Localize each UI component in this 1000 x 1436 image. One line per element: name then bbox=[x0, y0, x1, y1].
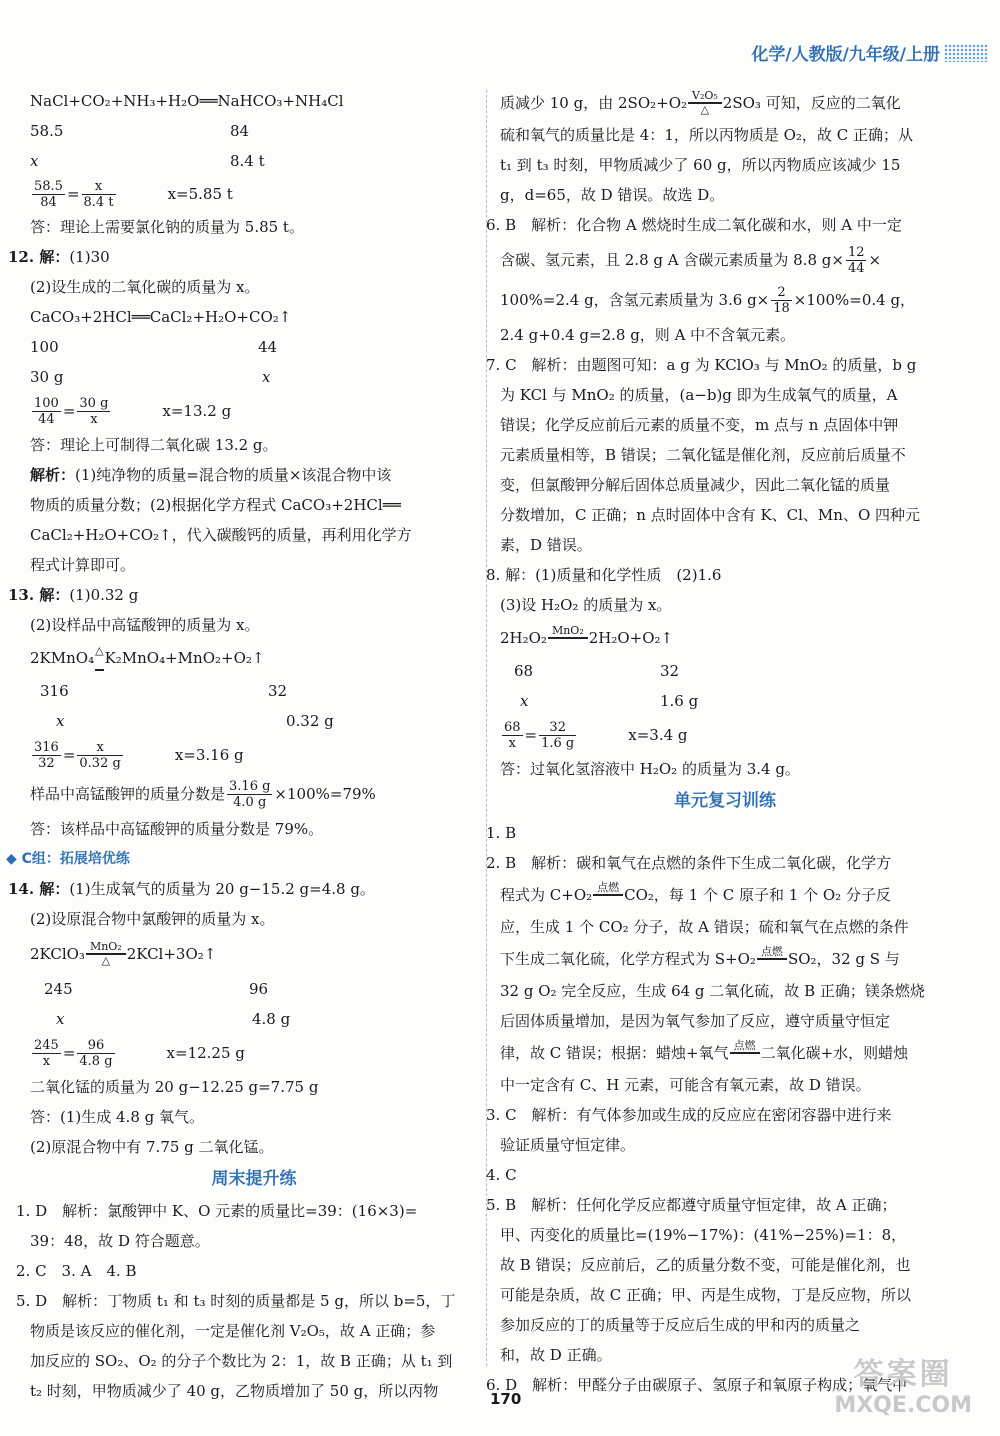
unit-q2b-post: CO₂，每 1 个 C 原子和 1 个 O₂ 分子反 bbox=[624, 886, 891, 904]
q13-equation bbox=[30, 640, 478, 676]
r1-cond-bottom: △ bbox=[700, 103, 710, 116]
q12-ratio-d2: x bbox=[90, 411, 98, 427]
weekend-q5b: 物质是该反应的催化剂，一定是催化剂 V₂O₅，故 A 正确；参 bbox=[30, 1322, 436, 1340]
q12-jiexi-2: 物质的质量分数；(2)根据化学方程式 CaCO₃+2HCl══ bbox=[30, 496, 401, 514]
q8-var-row bbox=[500, 686, 950, 716]
unit-q5e: 参加反应的丁的质量等于反应后生成的甲和丙的质量之 bbox=[500, 1316, 861, 1334]
q12-jiexi-3: CaCl₂+H₂O+CO₂↑，代入碳酸钙的质量，再利用化学方 bbox=[30, 526, 412, 544]
unit-q4: 4. C bbox=[486, 1166, 517, 1184]
q12-ratio-d1: 44 bbox=[38, 411, 55, 427]
q7d: 元素质量相等，B 错误；二氧化锰是催化剂，反应前后质量不 bbox=[500, 446, 906, 464]
page-header-title: 化学/人教版/九年级/上册 bbox=[751, 45, 940, 65]
q11-mass-b: 84 bbox=[230, 122, 250, 140]
q14-eq-right: 2KCl+3O₂↑ bbox=[126, 945, 217, 963]
r3: t₁ 到 t₃ 时刻，甲物质减少了 60 g，所以丙物质应该减少 15 bbox=[500, 156, 901, 174]
weekend-q5d: t₂ 时刻，甲物质减少了 40 g，乙物质增加了 50 g，所以丙物 bbox=[30, 1382, 439, 1400]
r4: g，d=65，故 D 错误。故选 D。 bbox=[500, 186, 725, 204]
q8-eq-left: 2H₂O₂ bbox=[500, 629, 547, 647]
q13-part2: (2)设样品中高锰酸钾的质量为 x。 bbox=[30, 616, 260, 634]
q13-eq-left: 2KMnO₄ bbox=[30, 649, 95, 667]
q13-mass-a: 316 bbox=[40, 682, 69, 700]
q8b: (3)设 H₂O₂ 的质量为 x。 bbox=[500, 596, 672, 614]
q13-ratio-result: x=3.16 g bbox=[174, 746, 244, 764]
q14-var-b: 4.8 g bbox=[252, 1010, 291, 1028]
q8-mass-b: 32 bbox=[660, 662, 680, 680]
q8-cond-bottom bbox=[548, 639, 588, 651]
unit-q2b bbox=[500, 878, 950, 912]
q12-label: 12. 解： bbox=[8, 248, 70, 266]
q11-answer: 答：理论上需要氯化钠的质量为 5.85 t。 bbox=[30, 218, 304, 236]
q6b-post: × bbox=[868, 251, 882, 269]
q13-var-row bbox=[30, 706, 478, 736]
q8-mass-row bbox=[500, 656, 950, 686]
unit-q2a: 2. B 解析：碳和氧气在点燃的条件下生成二氧化碳，化学方 bbox=[486, 854, 892, 872]
q13-eq-cond-bottom: △ bbox=[95, 644, 104, 657]
q14-mass-row bbox=[30, 974, 478, 1004]
q8-var-b: 1.6 g bbox=[660, 692, 699, 710]
unit-q2f: 后固体质量增加，是因为氧气参加了反应，遵守质量守恒定 bbox=[500, 1012, 891, 1030]
q13-ratio-n1: 316 bbox=[34, 739, 59, 755]
q14-eq-cond-bottom: △ bbox=[101, 954, 111, 967]
unit-q2g-pre: 律，故 C 错误；根据：蜡烛+氧气 bbox=[500, 1044, 729, 1062]
q12-ratio-n2: 30 g bbox=[79, 395, 109, 411]
watermark-logo bbox=[834, 1349, 972, 1418]
unit-q5d: 可能是杂质，故 C 正确；甲、丙是生成物，丁是反应物，所以 bbox=[500, 1286, 912, 1304]
unit-q5f: 和，故 D 正确。 bbox=[500, 1346, 612, 1364]
q14-eq-left: 2KClO₃ bbox=[30, 945, 85, 963]
q6c bbox=[500, 280, 950, 320]
q8-ratio bbox=[500, 716, 950, 754]
q7e: 变，但氯酸钾分解后固体总质量减少，因此二氧化锰的质量 bbox=[500, 476, 891, 494]
q13-part1: (1)0.32 g bbox=[69, 586, 139, 604]
q13-ratio-eq: = bbox=[62, 746, 76, 764]
q14-part2: (2)设原混合物中氯酸钾的质量为 x。 bbox=[30, 910, 275, 928]
unit-q5b: 甲、丙变化的质量比=(19%−17%)：(41%−25%)=1：8， bbox=[500, 1226, 907, 1244]
q7b: 为 KCl 与 MnO₂ 的质量，(a−b)g 即为生成氧气的质量，A bbox=[500, 386, 898, 404]
unit-q2d-post: SO₂，32 g S 与 bbox=[787, 950, 900, 968]
r2: 硫和氧气的质量比是 4：1，所以丙物质是 O₂，故 C 正确；从 bbox=[500, 126, 913, 144]
unit-q2b-pre: 程式为 C+O₂ bbox=[500, 886, 593, 904]
q8-equation bbox=[500, 620, 950, 656]
group-c-title: ◆ C组：拓展培优练 bbox=[6, 851, 130, 867]
q7c: 错误；化学反应前后元素的质量不变，m 点与 n 点固体中钾 bbox=[500, 416, 899, 434]
q12-jiexi-label: 解析： bbox=[30, 466, 76, 484]
q8-ratio-n1: 68 bbox=[504, 719, 521, 735]
q6d: 2.4 g+0.4 g=2.8 g，则 A 中不含氧元素。 bbox=[500, 326, 796, 344]
q12-ratio bbox=[30, 392, 478, 430]
q14-part1: (1)生成氧气的质量为 20 g−15.2 g=4.8 g。 bbox=[69, 880, 375, 898]
q6c-post: ×100%=0.4 g， bbox=[793, 291, 916, 309]
q14-ratio-n2: 96 bbox=[77, 1038, 114, 1054]
q14-ratio-d1: x bbox=[42, 1053, 51, 1069]
unit-q2h: 中一定含有 C、H 元素，可能含有氧元素，故 D 错误。 bbox=[500, 1076, 871, 1094]
q12-var-b: x bbox=[262, 368, 271, 386]
q12-jiexi-1: (1)纯净物的质量=混合物的质量×该混合物中该 bbox=[75, 466, 392, 484]
q13-var-a: x bbox=[56, 712, 65, 730]
q8-mass-a: 68 bbox=[514, 662, 534, 680]
q6b-frac-d: 44 bbox=[847, 260, 865, 276]
q6c-frac-d: 18 bbox=[773, 300, 790, 316]
q13-ratio-d2: 0.32 g bbox=[79, 755, 121, 771]
unit-q2g bbox=[500, 1036, 950, 1070]
q11-ratio-d1: 84 bbox=[40, 194, 57, 210]
q11-ratio-eq: = bbox=[66, 185, 80, 203]
q12-mass-row bbox=[30, 332, 478, 362]
q11-mass-row bbox=[30, 116, 478, 146]
q11-ratio bbox=[30, 176, 478, 212]
r1-cond-top: V₂O₅ bbox=[688, 90, 722, 104]
q14-ratio-n1: 245 bbox=[34, 1037, 59, 1053]
weekend-q1b: 39：48，故 D 符合题意。 bbox=[30, 1232, 210, 1250]
q8-ratio-n2: 32 bbox=[539, 720, 576, 736]
q14-mass-b: 96 bbox=[249, 980, 269, 998]
weekend-q5: 5. D 解析：丁物质 t₁ 和 t₃ 时刻的质量都是 5 g，所以 b=5，丁 bbox=[16, 1292, 456, 1310]
q11-mass-a: 58.5 bbox=[30, 122, 64, 140]
q12-mass-a: 100 bbox=[30, 338, 59, 356]
unit-q3a: 3. C 解析：有气体参加或生成的反应应在密闭容器中进行来 bbox=[486, 1106, 892, 1124]
q8-ratio-d1: x bbox=[508, 735, 516, 751]
header-dots-decoration bbox=[944, 44, 988, 62]
q11-var-row bbox=[30, 146, 478, 176]
q14-var-a: x bbox=[56, 1010, 65, 1028]
q11-ratio-n2: x bbox=[82, 179, 116, 195]
q8-answer: 答：过氧化氢溶液中 H₂O₂ 的质量为 3.4 g。 bbox=[500, 760, 800, 778]
q11-equation: NaCl+CO₂+NH₃+H₂O══NaHCO₃+NH₄Cl bbox=[30, 92, 344, 110]
q12-ratio-eq: = bbox=[62, 402, 76, 420]
q6c-frac-n: 2 bbox=[771, 285, 792, 301]
q13-answer: 答：该样品中高锰酸钾的质量分数是 79%。 bbox=[30, 820, 324, 838]
q12-var-row bbox=[30, 362, 478, 392]
q12-mass-b: 44 bbox=[258, 338, 278, 356]
q8-ratio-eq: = bbox=[524, 726, 538, 744]
q14-answer-1: 答：(1)生成 4.8 g 氧气。 bbox=[30, 1108, 205, 1126]
q6b-frac-n: 12 bbox=[847, 244, 865, 260]
unit-q1: 1. B bbox=[486, 824, 517, 842]
q13-ratio-n2: x bbox=[77, 740, 122, 756]
q13-eq-cond-top bbox=[95, 657, 103, 671]
q13-ratio bbox=[30, 736, 478, 774]
r-line1 bbox=[500, 86, 950, 120]
q6c-pre: 100%=2.4 g，含氢元素质量为 3.6 g× bbox=[500, 291, 770, 309]
unit-q2g-cond: 点燃 bbox=[730, 1040, 760, 1054]
q14-var-row bbox=[30, 1004, 478, 1034]
left-column bbox=[6, 86, 478, 1406]
unit-q2b-cond: 点燃 bbox=[593, 882, 623, 896]
q13-frac-rest: ×100%=79% bbox=[274, 785, 376, 803]
q6a: 6. B 解析：化合物 A 燃烧时生成二氧化碳和水，则 A 中一定 bbox=[486, 216, 902, 234]
q7a: 7. C 解析：由题图可知：a g 为 KClO₃ 与 MnO₂ 的质量，b g bbox=[486, 356, 917, 374]
q14-mass-a: 245 bbox=[44, 980, 73, 998]
unit-q2d-pre: 下生成二氧化硫，化学方程式为 S+O₂ bbox=[500, 950, 756, 968]
watermark-line2: MXQE.COM bbox=[834, 1393, 972, 1418]
q11-var-b: 8.4 t bbox=[230, 152, 265, 170]
unit-q3b: 验证质量守恒定律。 bbox=[500, 1136, 636, 1154]
q14-mno2: 二氧化锰的质量为 20 g−12.25 g=7.75 g bbox=[30, 1078, 319, 1096]
weekend-q1: 1. D 解析：氯酸钾中 K、O 元素的质量比=39：(16×3)= bbox=[16, 1202, 418, 1220]
q14-label: 14. 解： bbox=[8, 880, 70, 898]
q13-mass-row bbox=[30, 676, 478, 706]
q13-fraction-line bbox=[30, 774, 478, 814]
q12-part1: (1)30 bbox=[69, 248, 110, 266]
unit-q2d-cond: 点燃 bbox=[757, 946, 787, 960]
q14-ratio bbox=[30, 1034, 478, 1072]
unit-q2e: 32 g O₂ 完全反应，生成 64 g 二氧化硫，故 B 正确；镁条燃烧 bbox=[500, 982, 925, 1000]
watermark-line1: 答案圈 bbox=[853, 1357, 953, 1392]
q6b bbox=[500, 240, 950, 280]
weekend-q2-4: 2. C 3. A 4. B bbox=[16, 1262, 137, 1280]
q13-frac-n: 3.16 g bbox=[229, 778, 271, 794]
q13-var-b: 0.32 g bbox=[286, 712, 334, 730]
q11-ratio-d2: 8.4 t bbox=[83, 194, 114, 210]
page-number: 170 bbox=[490, 1390, 522, 1408]
section-unit-title: 单元复习训练 bbox=[674, 791, 776, 811]
r1b: 2SO₃ 可知，反应的二氧化 bbox=[722, 94, 901, 112]
q14-eq-cond-top: MnO₂ bbox=[86, 941, 126, 955]
q8-eq-right: 2H₂O+O₂↑ bbox=[588, 629, 674, 647]
q13-mass-b: 32 bbox=[268, 682, 288, 700]
unit-q2d bbox=[500, 942, 950, 976]
q13-frac-text: 样品中高锰酸钾的质量分数是 bbox=[30, 785, 226, 803]
q14-ratio-d2: 4.8 g bbox=[79, 1053, 113, 1069]
r1a: 质减少 10 g，由 2SO₂+O₂ bbox=[500, 94, 688, 112]
q14-equation bbox=[30, 934, 478, 974]
q12-answer: 答：理论上可制得二氧化碳 13.2 g。 bbox=[30, 436, 278, 454]
q14-ratio-result: x=12.25 g bbox=[166, 1044, 245, 1062]
unit-q5a: 5. B 解析：任何化学反应都遵守质量守恒定律，故 A 正确； bbox=[486, 1196, 897, 1214]
q8-ratio-result: x=3.4 g bbox=[628, 726, 688, 744]
unit-q2c: 应，生成 1 个 CO₂ 分子，故 A 错误；硫和氧气在点燃的条件 bbox=[500, 918, 909, 936]
q12-part2: (2)设生成的二氧化碳的质量为 x。 bbox=[30, 278, 260, 296]
q13-label: 13. 解： bbox=[8, 586, 70, 604]
q13-frac-d: 4.0 g bbox=[233, 794, 267, 810]
section-weekend-title: 周末提升练 bbox=[211, 1169, 297, 1189]
unit-q6: 6. D 解析：甲醛分子由碳原子、氢原子和氧原子构成；氧气中 bbox=[486, 1376, 908, 1394]
q7g: 素，D 错误。 bbox=[500, 536, 592, 554]
q12-ratio-n1: 100 bbox=[34, 395, 59, 411]
q11-ratio-result: x=5.85 t bbox=[167, 185, 233, 203]
q14-ratio-eq: = bbox=[62, 1044, 76, 1062]
unit-q2g-post: 二氧化碳+水，则蜡烛 bbox=[760, 1044, 909, 1062]
q12-jiexi-4: 程式计算即可。 bbox=[30, 556, 136, 574]
q11-var-a: x bbox=[30, 152, 39, 170]
q7f: 分数增加，C 正确；n 点时固体中含有 K、Cl、Mn、O 四种元 bbox=[500, 506, 921, 524]
q8a: 8. 解：(1)质量和化学性质 (2)1.6 bbox=[486, 566, 722, 584]
unit-q5c: 故 B 错误；反应前后，乙的质量分数不变，可能是催化剂，也 bbox=[500, 1256, 911, 1274]
q13-ratio-d1: 32 bbox=[38, 755, 55, 771]
q13-eq-right: K₂MnO₄+MnO₂+O₂↑ bbox=[104, 649, 265, 667]
q12-equation: CaCO₃+2HCl══CaCl₂+H₂O+CO₂↑ bbox=[30, 308, 292, 326]
q12-var-a: 30 g bbox=[30, 368, 64, 386]
weekend-q5c: 加反应的 SO₂、O₂ 的分子个数比为 2：1，故 B 正确；从 t₁ 到 bbox=[30, 1352, 453, 1370]
q12-ratio-result: x=13.2 g bbox=[162, 402, 232, 420]
q14-answer-2: (2)原混合物中有 7.75 g 二氧化锰。 bbox=[30, 1138, 274, 1156]
q8-var-a: x bbox=[520, 692, 529, 710]
q8-ratio-d2: 1.6 g bbox=[541, 735, 575, 751]
q6b-pre: 含碳、氢元素，且 2.8 g A 含碳元素质量为 8.8 g× bbox=[500, 251, 844, 269]
q11-ratio-n1: 58.5 bbox=[34, 178, 63, 194]
q8-cond-top: MnO₂ bbox=[548, 625, 588, 639]
